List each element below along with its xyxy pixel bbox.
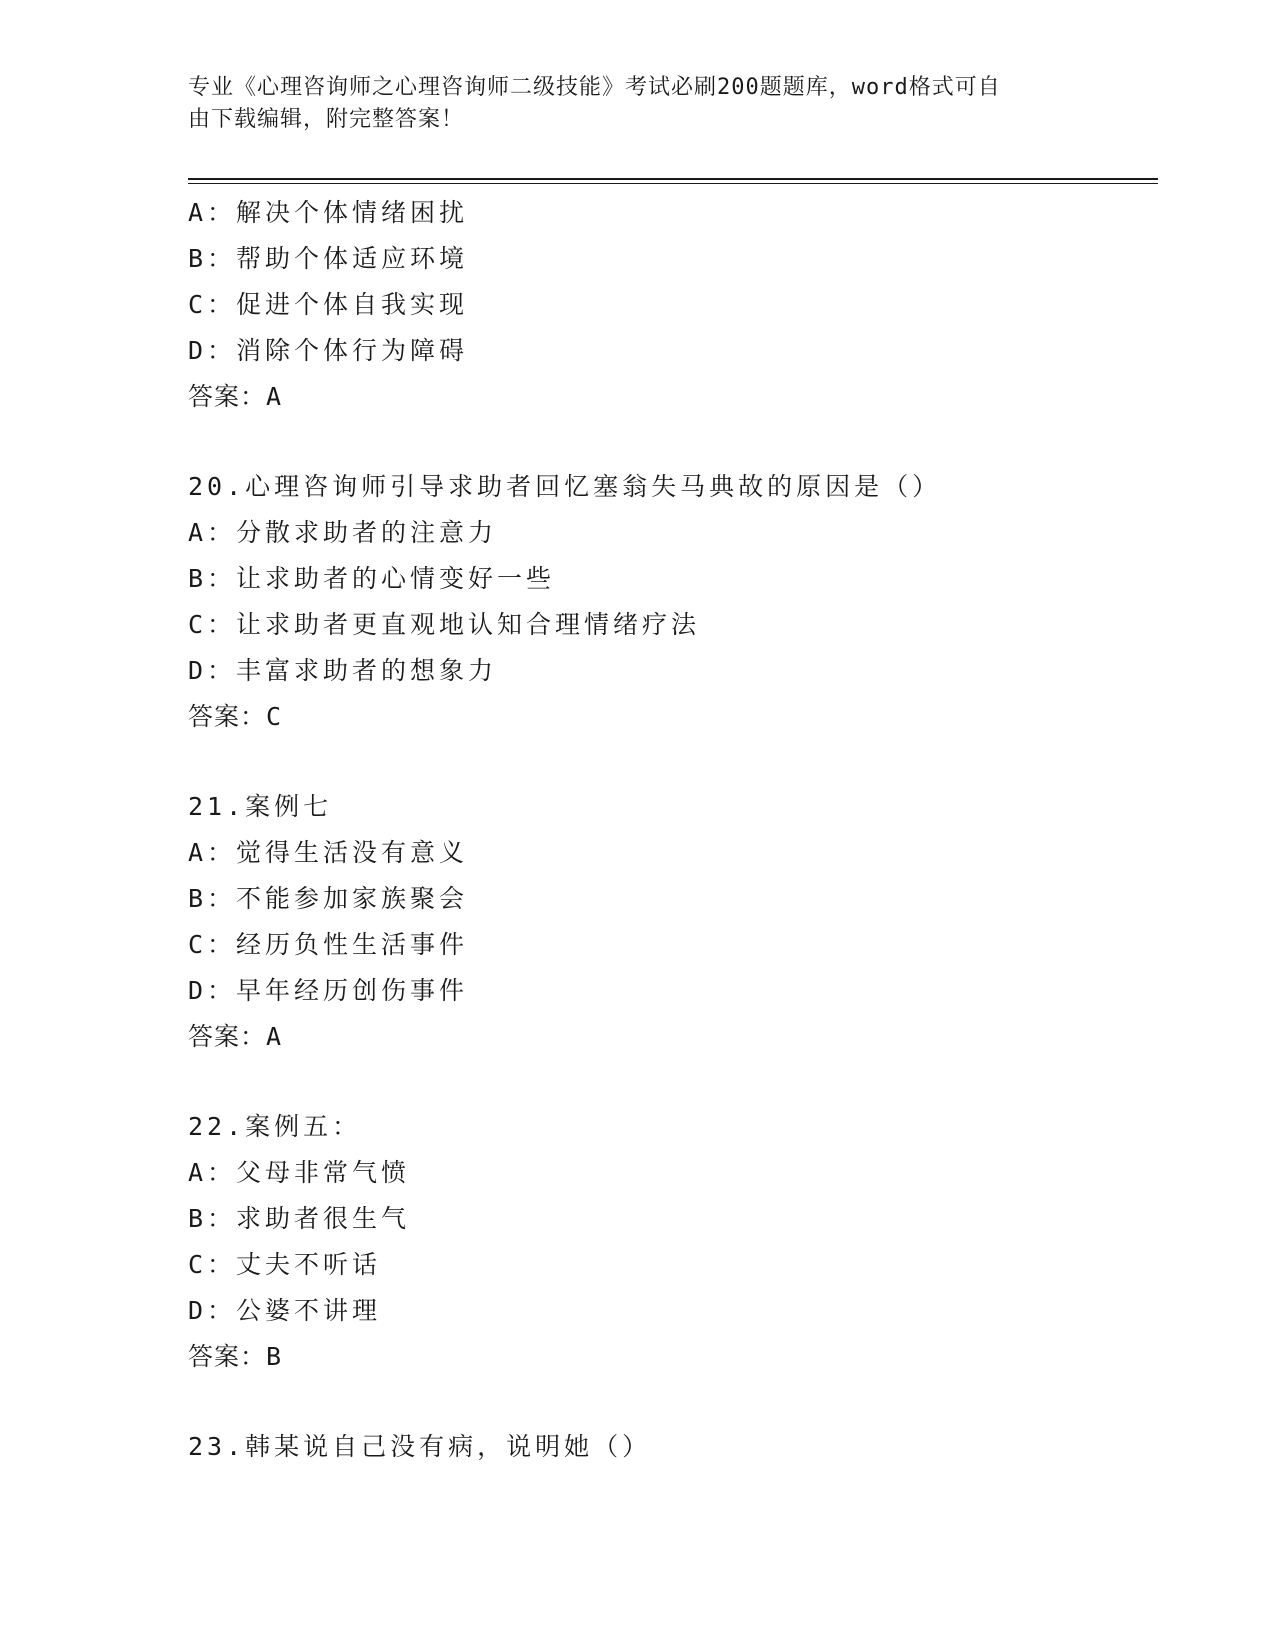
option-a: A：分散求助者的注意力 [188, 518, 498, 547]
header-divider-thick [188, 178, 1158, 180]
question-21 [188, 784, 1148, 1060]
option-b: B：让求助者的心情变好一些 [188, 564, 556, 593]
answer-label: 答案： [188, 702, 267, 731]
answer-value: B [266, 1342, 283, 1371]
question-text: 23.韩某说自己没有病，说明她（） [188, 1432, 652, 1461]
option-a: A：解决个体情绪困扰 [188, 198, 469, 227]
question-22 [188, 1104, 1148, 1380]
option-c: C：让求助者更直观地认知合理情绪疗法 [188, 610, 701, 639]
option-c: C：丈夫不听话 [188, 1250, 382, 1279]
question-23 [188, 1424, 1148, 1470]
option-d: D：早年经历创伤事件 [188, 976, 469, 1005]
document-header [188, 72, 1068, 136]
header-line-1: 专业《心理咨询师之心理咨询师二级技能》考试必刷200题题库，word格式可自 [188, 75, 1001, 100]
question-list [188, 190, 1148, 1470]
option-d: D：丰富求助者的想象力 [188, 656, 498, 685]
answer-line [188, 1334, 1148, 1380]
answer-value: C [266, 702, 283, 731]
question-19 [188, 190, 1148, 420]
answer-value: A [266, 382, 283, 411]
header-line-2: 由下载编辑，附完整答案！ [188, 107, 465, 132]
option-a: A：觉得生活没有意义 [188, 838, 469, 867]
answer-label: 答案： [188, 382, 267, 411]
option-c: C：促进个体自我实现 [188, 290, 469, 319]
question-20 [188, 464, 1148, 740]
answer-line [188, 694, 1148, 740]
option-b: B：帮助个体适应环境 [188, 244, 469, 273]
question-text: 22.案例五： [188, 1112, 362, 1141]
option-b: B：求助者很生气 [188, 1204, 411, 1233]
question-text: 21.案例七 [188, 792, 333, 821]
header-divider-thin [188, 183, 1158, 184]
option-d: D：公婆不讲理 [188, 1296, 382, 1325]
option-d: D：消除个体行为障碍 [188, 336, 469, 365]
question-text: 20.心理咨询师引导求助者回忆塞翁失马典故的原因是（） [188, 472, 942, 501]
answer-line [188, 374, 1148, 420]
answer-line [188, 1014, 1148, 1060]
answer-label: 答案： [188, 1342, 267, 1371]
option-c: C：经历负性生活事件 [188, 930, 469, 959]
option-b: B：不能参加家族聚会 [188, 884, 469, 913]
answer-value: A [266, 1022, 283, 1051]
option-a: A：父母非常气愤 [188, 1158, 411, 1187]
answer-label: 答案： [188, 1022, 267, 1051]
